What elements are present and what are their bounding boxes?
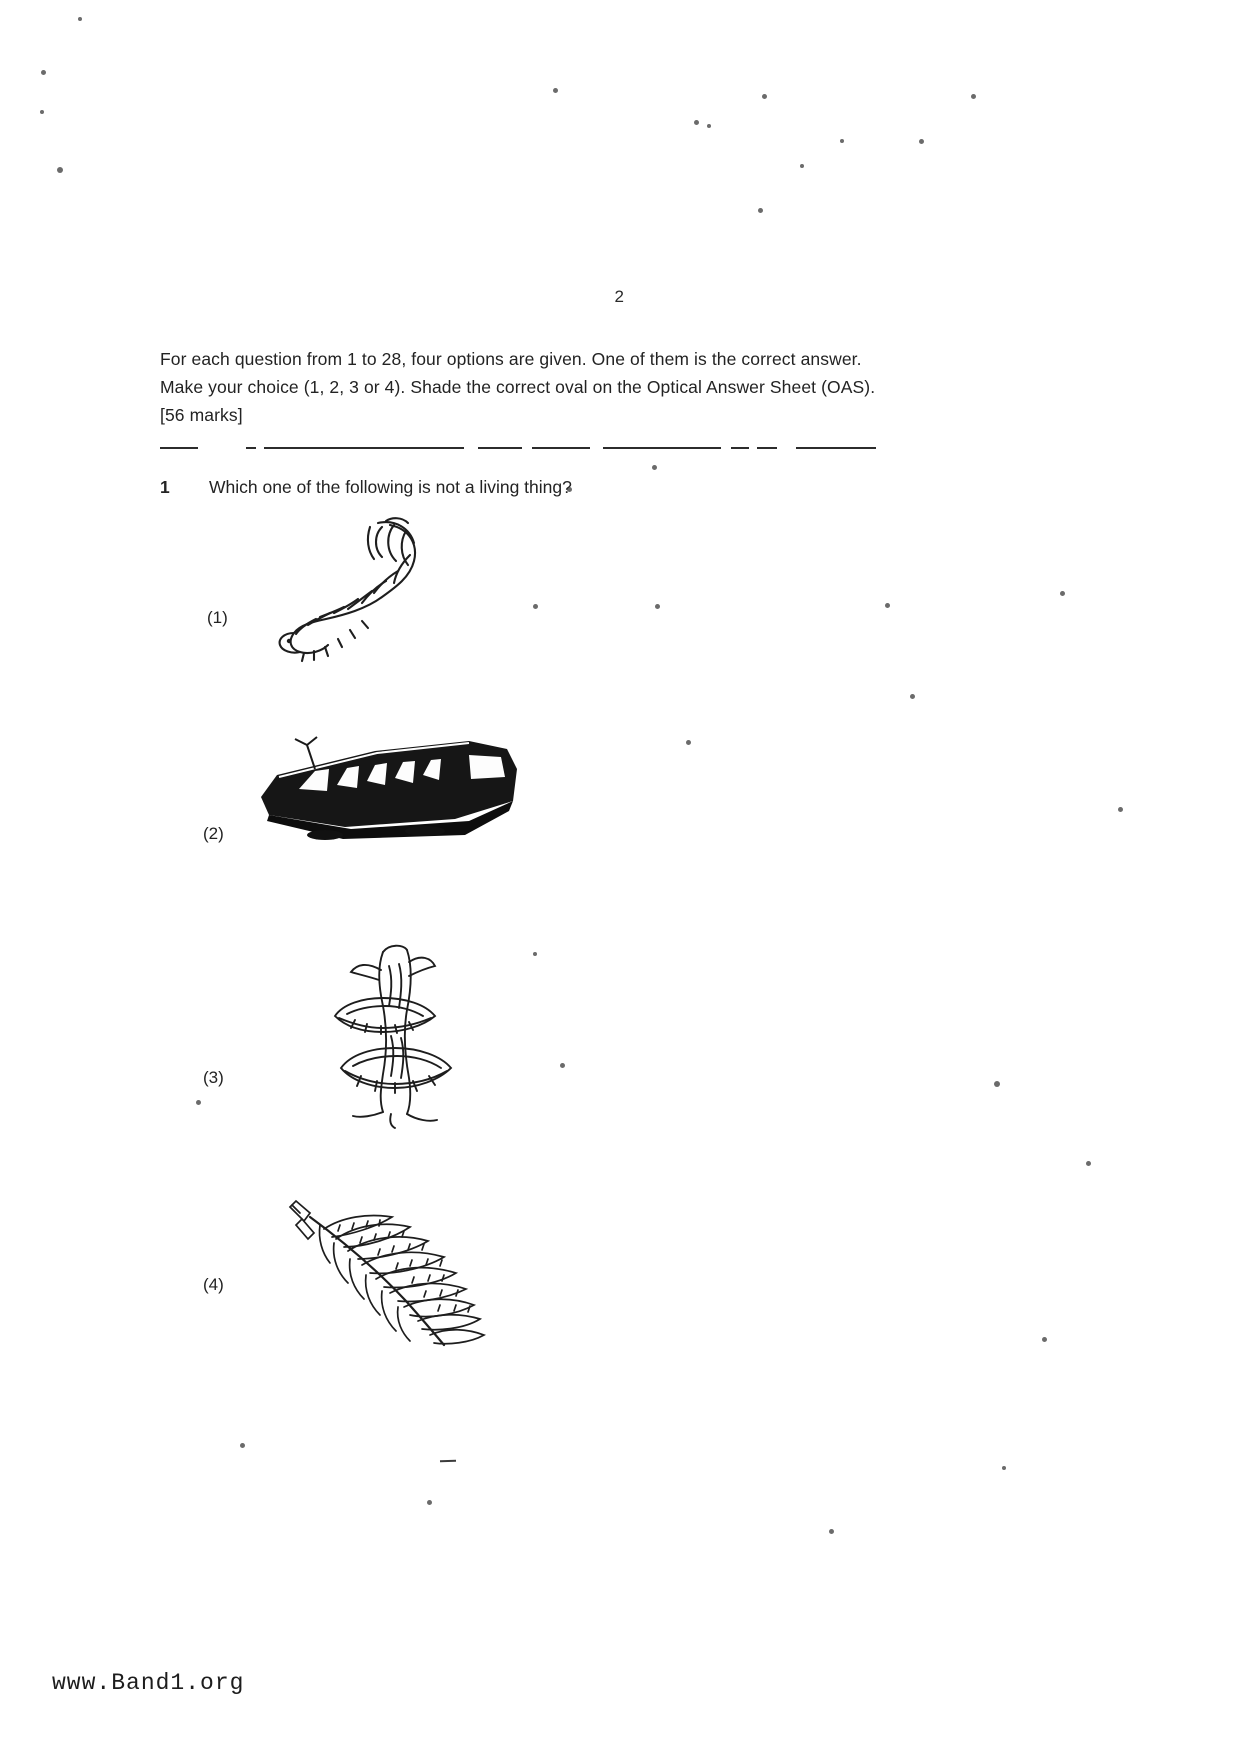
scan-speckle (1086, 1161, 1091, 1166)
scan-speckle (40, 110, 44, 114)
scan-speckle (758, 208, 763, 213)
scan-speckle (655, 604, 660, 609)
footer-url: www.Band1.org (52, 1670, 245, 1696)
scan-speckle (427, 1500, 432, 1505)
fungus-on-stump-illustration (295, 940, 485, 1130)
divider-segment-7 (757, 447, 777, 449)
scan-speckle (840, 139, 844, 143)
divider-segment-6 (731, 447, 749, 449)
scan-speckle (762, 94, 767, 99)
page-number: 2 (614, 287, 625, 306)
option-label-4[interactable]: (4) (203, 1275, 224, 1294)
stray-scan-mark (440, 1460, 456, 1463)
option-label-2[interactable]: (2) (203, 824, 224, 843)
divider-segment-1 (246, 447, 256, 449)
scan-speckle (1042, 1337, 1047, 1342)
scan-speckle (1118, 807, 1123, 812)
horizontal-divider (160, 447, 1030, 449)
scan-speckle (533, 952, 537, 956)
scan-speckle (919, 139, 924, 144)
instructions-line-3: [56 marks] (160, 405, 243, 425)
scan-speckle (78, 17, 82, 21)
question-number: 1 (160, 477, 170, 497)
option-label-1[interactable]: (1) (207, 608, 228, 627)
scan-speckle (652, 465, 657, 470)
scan-speckle (57, 167, 63, 173)
scan-speckle (1060, 591, 1065, 596)
scan-speckle (686, 740, 691, 745)
scan-speckle (829, 1529, 834, 1534)
train-illustration (255, 735, 545, 855)
divider-segment-8 (796, 447, 876, 449)
scan-speckle (800, 164, 804, 168)
scan-speckle (694, 120, 699, 125)
scan-speckle (560, 1063, 565, 1068)
scan-speckle (885, 603, 890, 608)
scan-speckle (553, 88, 558, 93)
scan-speckle (533, 604, 538, 609)
option-label-3[interactable]: (3) (203, 1068, 224, 1087)
scan-speckle (1002, 1466, 1006, 1470)
scan-speckle (41, 70, 46, 75)
scan-speckle (994, 1081, 1000, 1087)
divider-segment-0 (160, 447, 198, 449)
divider-segment-2 (264, 447, 464, 449)
scan-speckle (910, 694, 915, 699)
fern-frond-illustration (280, 1195, 500, 1355)
scan-speckle (971, 94, 976, 99)
scan-speckle (196, 1100, 201, 1105)
divider-segment-3 (478, 447, 522, 449)
instructions-block (160, 345, 1040, 429)
scan-speckle (707, 124, 711, 128)
divider-segment-5 (603, 447, 721, 449)
question-text: Which one of the following is not a living thing? (209, 477, 572, 497)
caterpillar-illustration (270, 515, 450, 665)
divider-segment-4 (532, 447, 590, 449)
scan-speckle (240, 1443, 245, 1448)
instructions-line-1: For each question from 1 to 28, four options are given. One of them is the correct answer. (160, 349, 862, 369)
instructions-line-2: Make your choice (1, 2, 3 or 4). Shade the correct oval on the Optical Answer Sheet (OAS). (160, 377, 876, 397)
